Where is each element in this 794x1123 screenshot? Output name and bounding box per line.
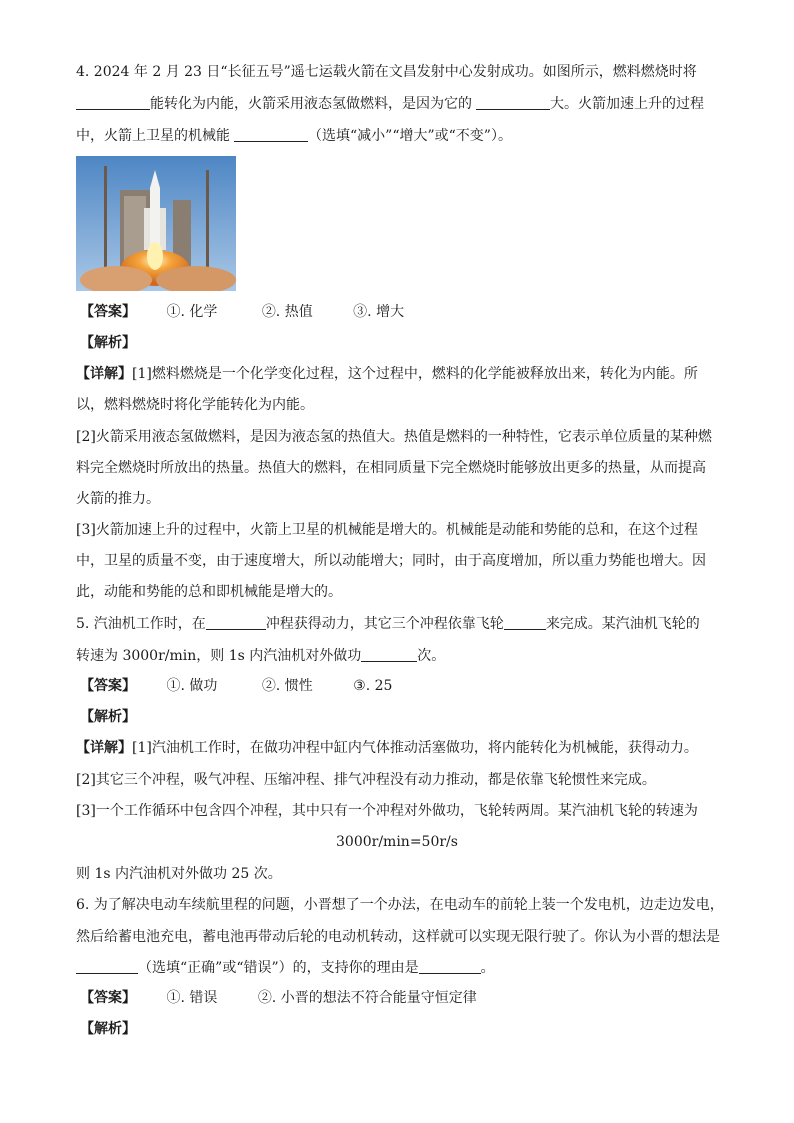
q4-stem-line-3: 中，火箭上卫星的机械能 （选填“减小”“增大”或“不变”）。: [76, 128, 512, 144]
answer-tag: 【答案】: [80, 304, 136, 320]
q5-stem-line-1: 5. 汽油机工作时，在 冲程获得动力，其它三个冲程依靠飞轮 来完成。某汽油机飞轮的: [76, 616, 700, 632]
q5-answer-row: [80, 676, 392, 696]
q5-detail-line-2: [2]其它三个冲程，吸气冲程、压缩冲程、排气冲程没有动力推动，都是依靠飞轮惯性来完成。: [76, 772, 656, 788]
answer-tag: 【答案】: [80, 678, 136, 694]
q6-blank-1: [76, 959, 138, 974]
q4-answer-3: ③. 增大: [353, 304, 405, 320]
q5-answer-2: ②. 惯性: [261, 678, 313, 694]
q6-stem-line-3: （选填“正确”或“错误”）的，支持你的理由是 。: [76, 958, 495, 978]
q6-answer-2: ②. 小晋的想法不符合能量守恒定律: [257, 990, 477, 1006]
q4-detail-line-4: 料完全燃烧时所放出的热量。热值大的燃料，在相同质量下完全燃烧时能够放出更多的热量，从而提高: [76, 460, 706, 476]
q4-detail-line-2: 以，燃料燃烧时将化学能转化为内能。: [76, 397, 314, 413]
q4-detail-line-3: [2]火箭采用液态氢做燃料，是因为液态氢的热值大。热值是燃料的一种特性，它表示单位质量的某种燃: [76, 429, 712, 445]
q5-analysis-tag: 【解析】: [80, 709, 136, 725]
q4-stem-line-1: 4. 2024 年 2 月 23 日“长征五号”遥七运载火箭在文昌发射中心发射成功。如图所示，燃料燃烧时将: [76, 64, 697, 80]
q5-detail-line-4: 则 1s 内汽油机对外做功 25 次。: [76, 866, 282, 882]
q4-detail-line-1: 【详解】[1]燃料燃烧是一个化学变化过程，这个过程中，燃料的化学能被释放出来，转化为内能。所: [76, 366, 698, 382]
q5-blank-3: [361, 647, 417, 662]
q6-analysis-tag: 【解析】: [80, 1021, 136, 1037]
q4-blank-1: [76, 95, 150, 110]
q4-detail-line-5: 火箭的推力。: [76, 491, 160, 507]
answer-tag: 【答案】: [80, 990, 136, 1006]
q6-answer-1: ①. 错误: [166, 990, 218, 1006]
q5-detail-line-1: 【详解】[1]汽油机工作时，在做功冲程中缸内气体推动活塞做功，将内能转化为机械能，获得动力。: [76, 740, 698, 756]
q4-detail-line-7: 中，卫星的质量不变，由于速度增大，所以动能增大；同时，由于高度增加，所以重力势能也增大。因: [76, 553, 706, 569]
q6-stem-line-2: 然后给蓄电池充电，蓄电池再带动后轮的电动机转动，这样就可以实现无限行驶了。你认为小晋的想法是: [76, 929, 720, 945]
q4-detail-line-6: [3]火箭加速上升的过程中，火箭上卫星的机械能是增大的。机械能是动能和势能的总和，在这个过程: [76, 522, 698, 538]
rocket-launch-photo: [76, 156, 236, 291]
q5-detail-line-3: [3]一个工作循环中包含四个冲程，其中只有一个冲程对外做功，飞轮转两周。某汽油机飞轮的转速为: [76, 803, 698, 819]
q5-answer-1: ①. 做功: [166, 678, 218, 694]
q5-formula: 3000r/min=50r/s: [336, 834, 458, 850]
q5-blank-1: [206, 615, 266, 630]
q6-blank-2: [419, 959, 481, 974]
q6-stem-line-1: 6. 为了解决电动车续航里程的问题，小晋想了一个办法，在电动车的前轮上装一个发电机，边走边发电，: [76, 897, 724, 913]
q4-detail-line-8: 此，动能和势能的总和即机械能是增大的。: [76, 584, 342, 600]
q4-blank-2: [476, 95, 550, 110]
q4-answer-row: [80, 302, 404, 322]
q5-stem-line-2: 转速为 3000r/min，则 1s 内汽油机对外做功 次。: [76, 648, 446, 664]
q4-answer-1: ①. 化学: [166, 304, 218, 320]
q4-stem-line-2: 能转化为内能，火箭采用液态氢做燃料，是因为它的 大。火箭加速上升的过程: [76, 94, 704, 114]
q5-blank-2: [504, 615, 546, 630]
q4-blank-3: [234, 127, 308, 142]
q4-answer-2: ②. 热值: [261, 304, 313, 320]
q6-answer-row: [80, 988, 477, 1008]
q4-analysis-tag: 【解析】: [80, 335, 136, 351]
q5-answer-3: ③. 25: [353, 678, 393, 694]
